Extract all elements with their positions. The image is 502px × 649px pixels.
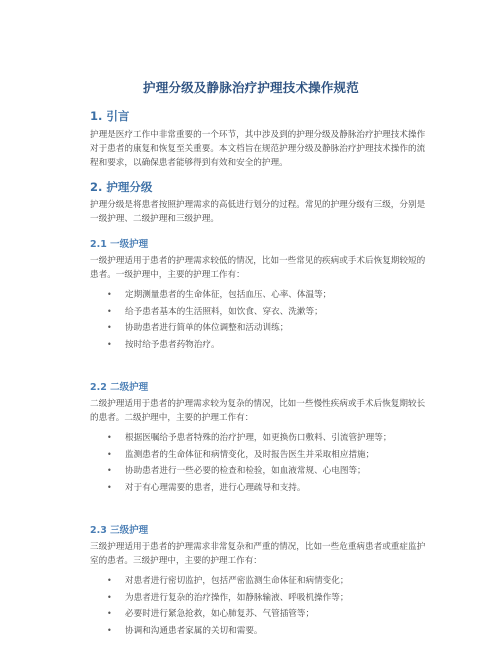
list-item: • 必要时进行紧急抢救，如心肺复苏、气管插管等； [107,606,348,623]
bullet-icon: • [107,626,112,636]
bullet-icon: • [107,433,112,442]
nursing-levels-paragraph: 护理分级是将患者按照护理需求的高低进行划分的过程。常见的护理分级有三级，分别是一级护理、二级护理和三级护理。 [90,200,426,224]
introduction-paragraph: 护理是医疗工作中非常重要的一个环节，其中涉及到的护理分级及静脉治疗护理技术操作对于患者的康复和恢复至关重要。本文档旨在规范护理分级及静脉治疗护理技术操作的流程和要求，以确保患者能够得到有效和安全的护理。 [90,130,426,168]
bullet-icon: • [107,466,112,476]
list-item: • 协助患者进行简单的体位调整和活动训练； [107,320,331,337]
section-heading-introduction: 1. 引言 [90,109,130,123]
list-item: • 为患者进行复杂的治疗操作，如静脉输液、呼吸机操作等； [107,590,348,607]
list-item: • 根据医嘱给予患者特殊的治疗护理，如更换伤口敷料、引流管护理等； [107,430,391,447]
list-item: • 监测患者的生命体征和病情变化，及时报告医生并采取相应措施； [107,447,391,464]
level-3-task-list [107,573,348,640]
document-title: 护理分级及静脉治疗护理技术操作规范 [143,80,359,95]
list-item: • 给予患者基本的生活照料，如饮食、穿衣、洗漱等； [107,304,331,321]
bullet-icon: • [107,340,112,350]
level-2-paragraph: 二级护理适用于患者的护理需求较为复杂的情况，比如一些慢性疾病或手术后恢复期较长的患者。二级护理中，主要的护理工作有： [90,399,426,423]
bullet-icon: • [107,306,112,316]
section-heading-nursing-levels: 2. 护理分级 [90,180,153,194]
level-3-paragraph: 三级护理适用于患者的护理需求非常复杂和严重的情况，比如一些危重病患者或重症监护室的患者。三级护理中，主要的护理工作有： [90,542,426,566]
bullet-icon: • [107,290,112,299]
bullet-icon: • [107,323,112,333]
bullet-icon: • [107,449,112,459]
level-1-task-list [107,287,331,354]
bullet-icon: • [107,609,112,619]
list-item: • 协调和沟通患者家属的关切和需要。 [107,623,348,640]
list-item: • 对于有心理需要的患者，进行心理疏导和支持。 [107,480,391,497]
subsection-heading-level-3: 2.3 三级护理 [90,525,149,536]
subsection-heading-level-1: 2.1 一级护理 [90,239,149,250]
list-item: • 协助患者进行一些必要的检查和检验，如血液常规、心电图等； [107,463,391,480]
level-1-paragraph: 一级护理适用于患者的护理需求较低的情况，比如一些常见的疾病或手术后恢复期较短的患者。一级护理中，主要的护理工作有： [90,256,426,280]
list-item: • 对患者进行密切监护，包括严密监测生命体征和病情变化； [107,573,348,590]
bullet-icon: • [107,483,112,493]
bullet-icon: • [107,576,112,585]
list-item: • 按时给予患者药物治疗。 [107,337,331,354]
level-2-task-list [107,430,391,497]
subsection-heading-level-2: 2.2 二级护理 [90,382,149,393]
list-item: • 定期测量患者的生命体征，包括血压、心率、体温等； [107,287,331,304]
bullet-icon: • [107,592,112,602]
